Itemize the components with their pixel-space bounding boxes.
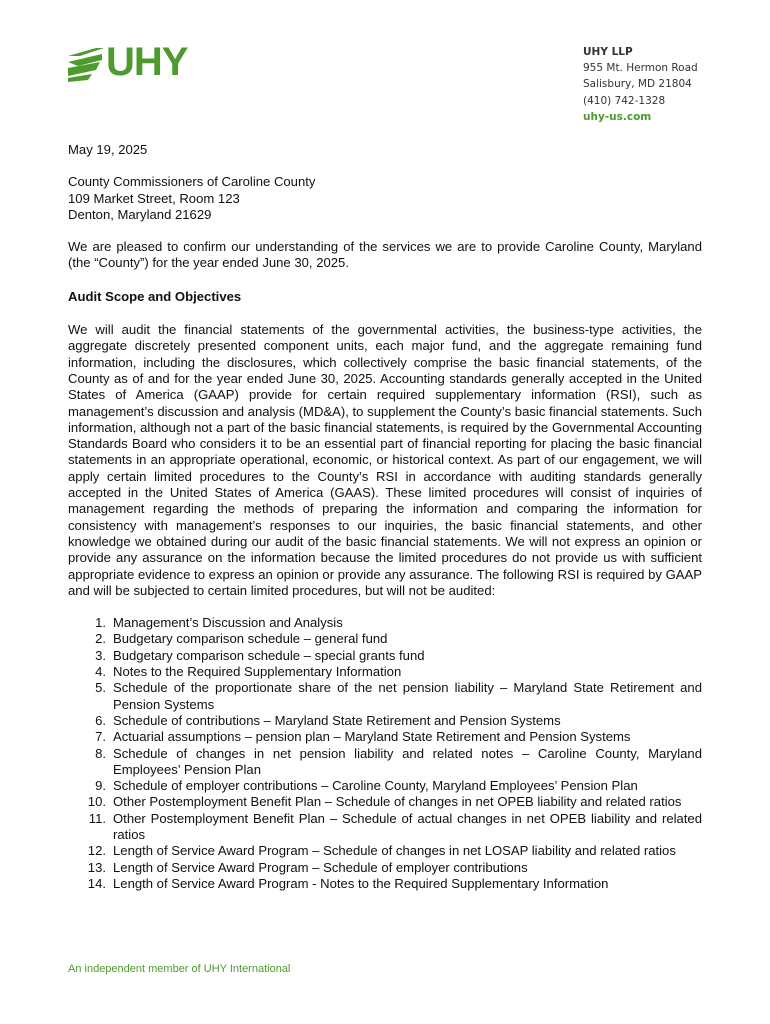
list-item-text: Schedule of contributions – Maryland State Retirement and Pension Systems [113,712,561,728]
recipient-address [68,174,702,223]
list-item [95,745,702,779]
recipient-line2: 109 Market Street, Room 123 [68,190,240,206]
list-item [87,794,702,810]
list-item-number: 10. [87,794,106,810]
list-item-number: 12. [87,843,106,859]
list-item-number: 5. [95,680,106,696]
list-item-text: Length of Service Award Program – Schedule of changes in net LOSAP liability and related ratios [113,843,676,859]
uhy-logo [66,40,216,84]
list-item-text: Length of Service Award Program - Notes to the Required Supplementary Information [113,875,609,891]
list-item [95,615,702,631]
list-item-number: 9. [95,778,106,794]
list-item-number: 3. [95,647,106,663]
letter-date: May 19, 2025 [68,142,148,157]
recipient-line3: Denton, Maryland 21629 [68,206,212,222]
firm-contact-block [583,44,698,125]
letter-body [68,142,702,892]
recipient-line1: County Commissioners of Caroline County [68,174,316,190]
list-item-text: Budgetary comparison schedule – special grants fund [113,647,425,663]
list-item-text: Length of Service Award Program – Schedule of employer contributions [113,859,528,875]
firm-phone: (410) 742-1328 [583,94,666,107]
section-heading: Audit Scope and Objectives [68,288,242,304]
list-item [88,810,702,844]
list-item-text: Notes to the Required Supplementary Information [113,664,402,680]
list-item-text: Schedule of changes in net pension liability and related notes – Caroline County, Maryland Employees’ Pension Plan [113,745,702,777]
list-item-number: 1. [95,615,106,631]
rsi-list [68,615,702,892]
footer-tagline: An independent member of UHY International [68,963,291,975]
list-item [95,631,702,647]
list-item-number: 8. [95,745,106,761]
firm-address-line1: 955 Mt. Hermon Road [583,62,698,75]
list-item-text: Other Postemployment Benefit Plan – Schedule of actual changes in net OPEB liability and related ratios [113,810,702,842]
list-item [95,712,702,729]
leaf-chevron-icon [66,46,106,82]
list-item-number: 7. [95,729,106,745]
list-item [95,778,702,794]
list-item [95,664,702,680]
list-item-text: Other Postemployment Benefit Plan – Schedule of changes in net OPEB liability and related ratios [113,794,682,810]
list-item [95,729,702,745]
list-item [95,680,702,713]
list-item-number: 13. [87,859,106,875]
intro-paragraph: We are pleased to confirm our understanding of the services we are to provide Caroline County, Maryland (the “County”) for the year ended June 30, 2025. [68,239,702,271]
list-item [95,647,702,664]
list-item [87,859,702,876]
firm-address-line2: Salisbury, MD 21804 [583,78,692,91]
list-item-text: Schedule of the proportionate share of the net pension liability – Maryland State Retirement and Pension Systems [113,680,702,712]
list-item-text: Management’s Discussion and Analysis [113,615,343,631]
list-item-number: 14. [87,875,106,891]
list-item-number: 11. [88,810,106,826]
list-item [87,843,702,859]
logo-wordmark: UHY [106,40,188,84]
list-item-text: Actuarial assumptions – pension plan – Maryland State Retirement and Pension Systems [113,729,631,745]
list-item [87,875,702,892]
list-item-number: 4. [95,664,106,680]
list-item-text: Budgetary comparison schedule – general fund [113,631,388,647]
firm-website-link[interactable]: uhy-us.com [583,110,652,123]
firm-name: UHY LLP [583,46,633,58]
list-item-number: 2. [95,631,106,647]
scope-paragraph: We will audit the financial statements of the governmental activities, the business-type activities, the aggregate discretely presented component units, each major fund, and the aggregate remaining fund information, including the disclosures, which collectively comprise the basic financial statements, of the County as of and for the year ended June 30, 2025. Accounting standards generally accepted in the United States of America (GAAP) provide for certain required supplementary information (RSI), such as management’s discussion and analysis (MD&A), to supplement the County’s basic financial statements. Such information, although not a part of the basic financial statements, is required by the Governmental Accounting Standards Board who considers it to be an essential part of financial reporting for placing the basic financial statements in an appropriate operational, economic, or historical context. As part of our engagement, we will apply certain limited procedures to the County’s RSI in accordance with auditing standards generally accepted in the United States of America (GAAS). These limited procedures will consist of inquiries of management regarding the methods of preparing the information and comparing the information for consistency with management’s responses to our inquiries, the basic financial statements, and other knowledge we obtained during our audit of the basic financial statements. We will not express an opinion or provide any assurance on the information because the limited procedures do not provide us with sufficient appropriate evidence to express an opinion or provide any assurance. The following RSI is required by GAAP and will be subjected to certain limited procedures, but will not be audited: [68,322,702,598]
list-item-number: 6. [95,712,106,728]
list-item-text: Schedule of employer contributions – Caroline County, Maryland Employees’ Pension Plan [113,778,638,794]
